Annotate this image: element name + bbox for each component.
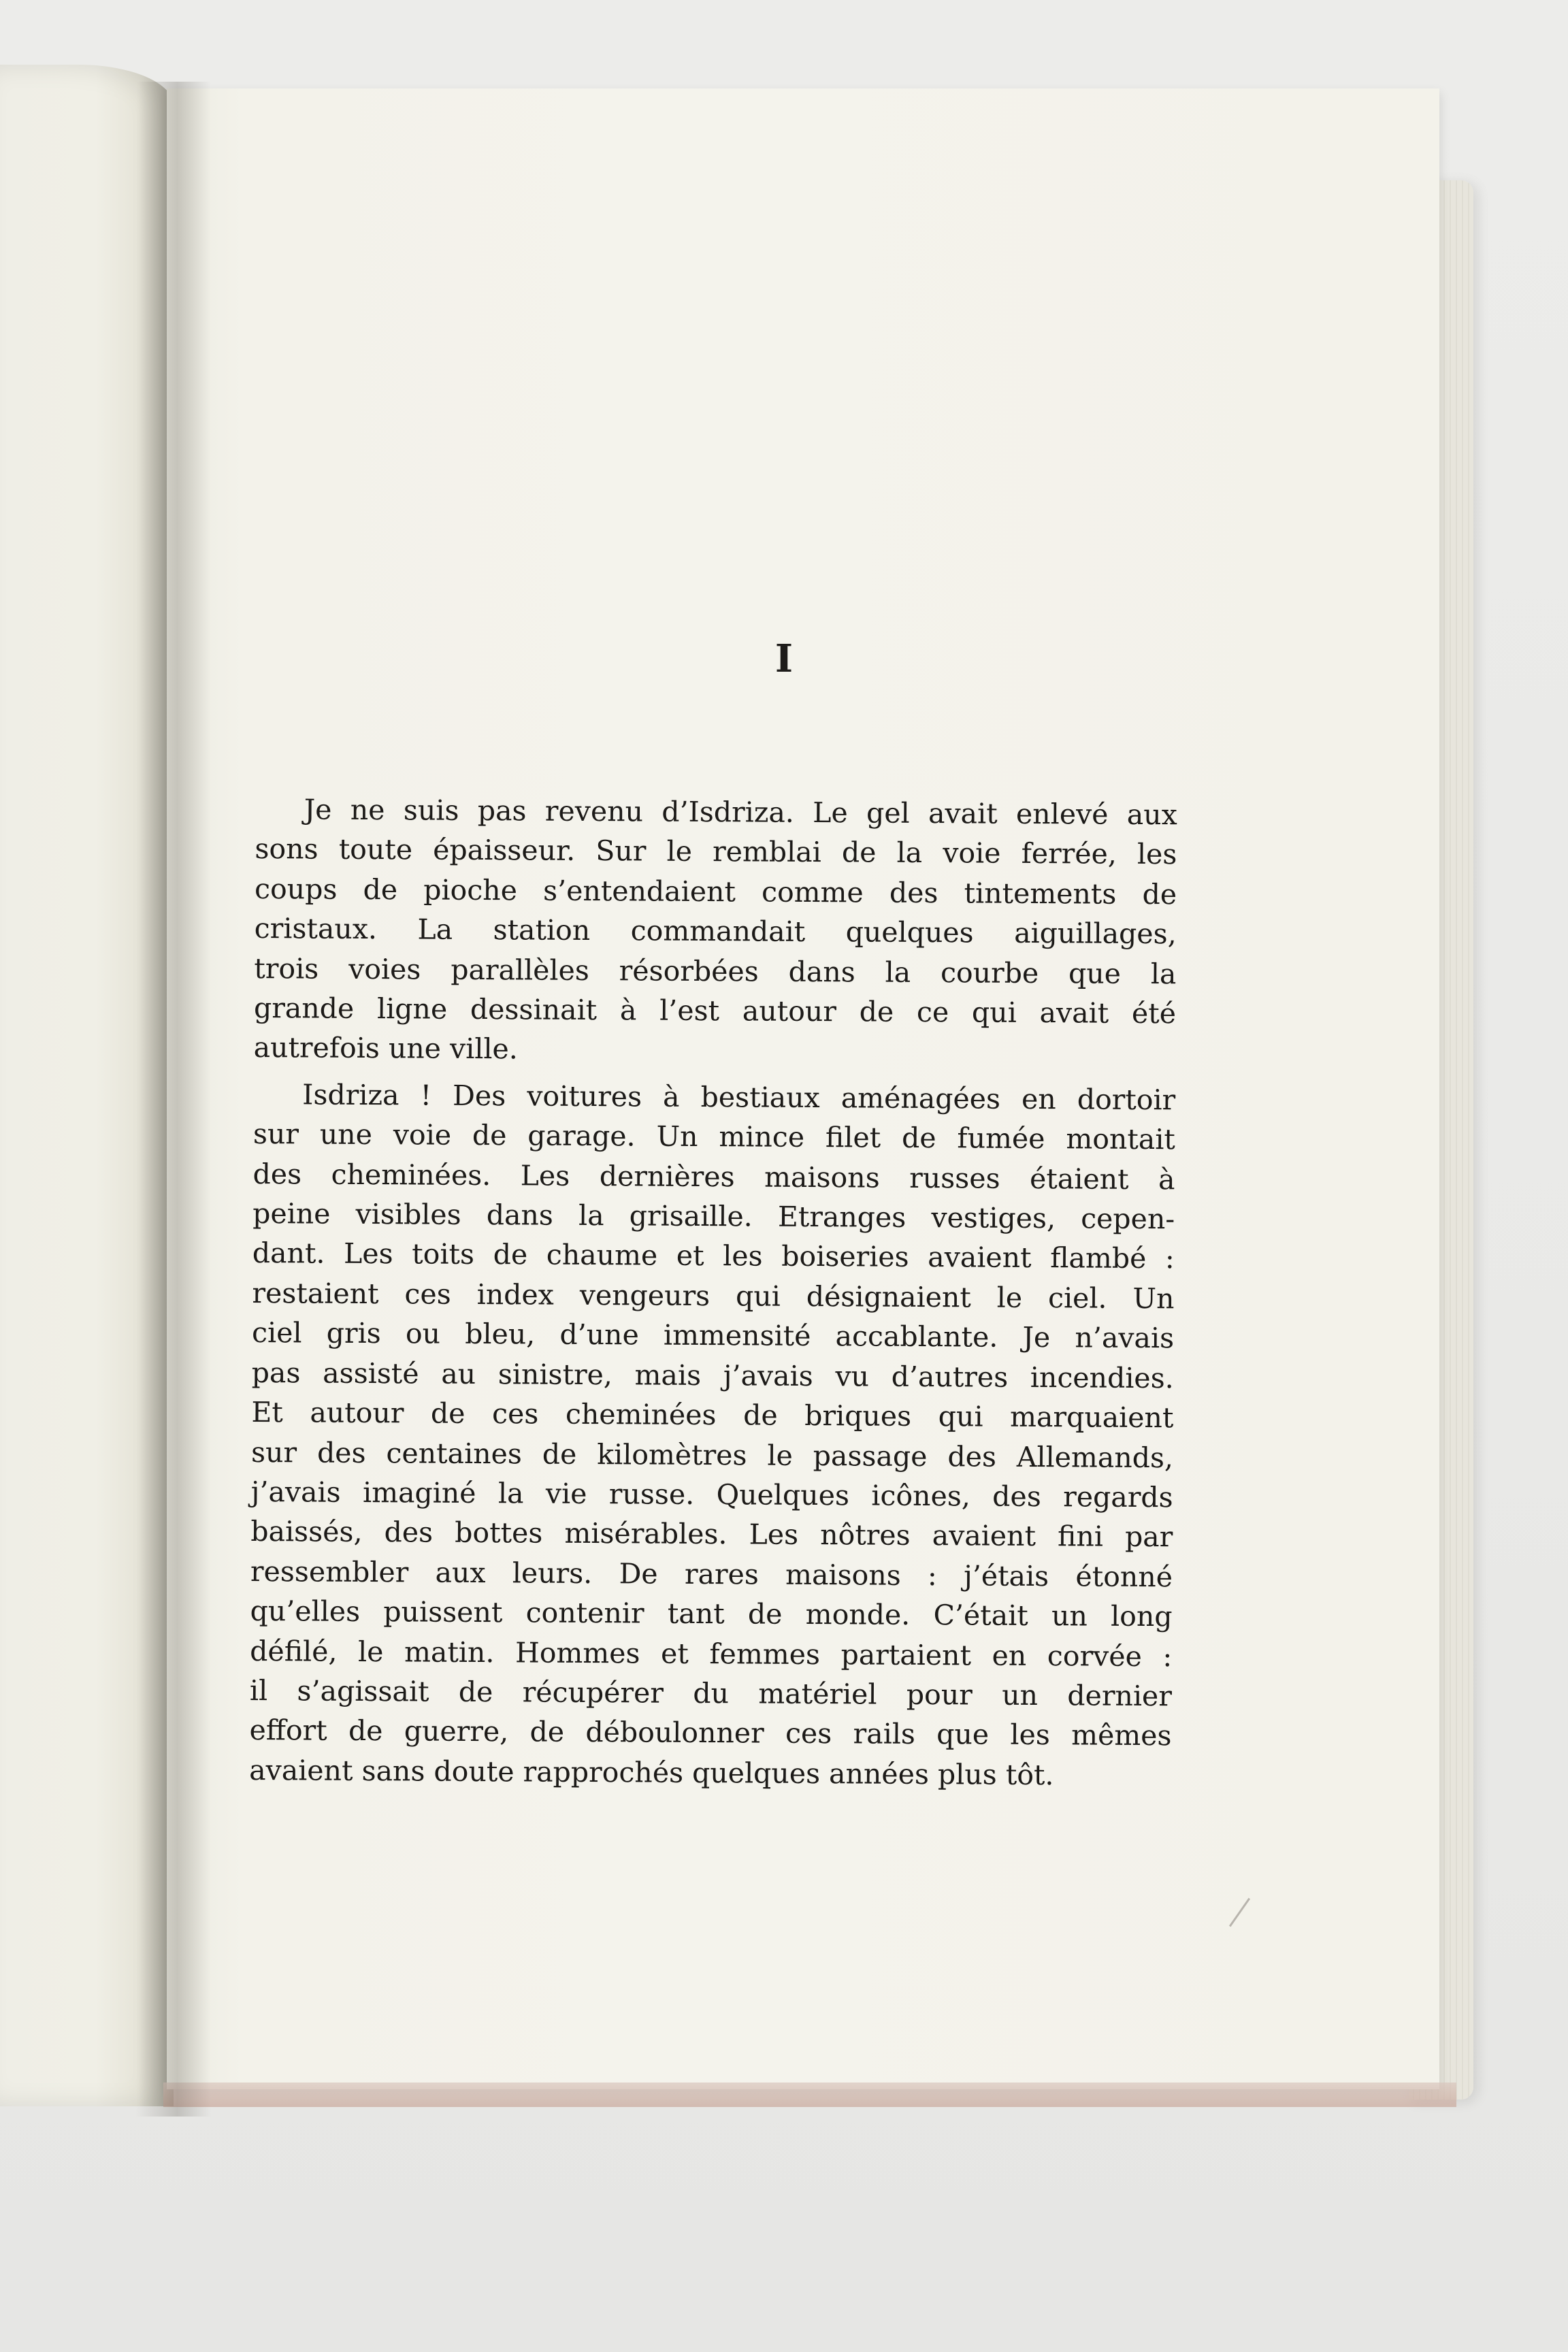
text-line: baissés, des bottes misérables. Les nôtres avaient fini par: [250, 1515, 1173, 1554]
text-line: cristaux. La station commandait quelques aiguillages,: [254, 912, 1177, 951]
chapter-numeral: I: [774, 636, 794, 681]
text-line: défilé, le matin. Hommes et femmes partaient en corvée :: [250, 1634, 1173, 1673]
text-line: peine visibles dans la grisaille. Etranges vestiges, cepen-: [252, 1197, 1175, 1236]
reverse-page-showthrough: [272, 347, 1177, 837]
page-bottom-edge: [163, 2082, 1456, 2107]
text-line: sons toute épaisseur. Sur le remblai de la voie ferrée, les: [255, 832, 1177, 871]
text-line: dant. Les toits de chaume et les boiseries avaient flambé :: [252, 1237, 1175, 1275]
text-line: grande ligne dessinait à l’est autour de ce qui avait été: [253, 992, 1177, 1030]
gutter-shadow: [136, 82, 211, 2117]
text-line: autrefois une ville.: [253, 1031, 518, 1066]
text-line: coups de pioche s’entendaient comme des tintements de: [254, 872, 1177, 911]
paragraph-1: [254, 789, 1177, 1073]
text-line: Isdriza ! Des voitures à bestiaux aménagées en dortoir: [302, 1078, 1176, 1117]
text-line: Je ne suis pas revenu d’Isdriza. Le gel avait enlevé aux: [304, 793, 1177, 832]
text-line: pas assisté au sinistre, mais j’avais vu d’autres incendies.: [251, 1356, 1174, 1394]
text-line: avaient sans doute rapprochés quelques années plus tôt.: [249, 1753, 1054, 1791]
text-line: ciel gris ou bleu, d’une immensité accablante. Je n’avais: [251, 1316, 1175, 1355]
text-line: sur une voie de garage. Un mince filet de fumée montait: [252, 1117, 1176, 1156]
text-line: j’avais imaginé la vie russe. Quelques icônes, des regards: [250, 1475, 1173, 1514]
text-line: il s’agissait de récupérer du matériel pour un dernier: [249, 1673, 1173, 1713]
text-line: ressembler aux leurs. De rares maisons : j’étais étonné: [250, 1554, 1173, 1593]
text-line: effort de guerre, de déboulonner ces rails que les mêmes: [249, 1714, 1172, 1752]
text-line: sur des centaines de kilomètres le passage des Allemands,: [250, 1435, 1174, 1474]
text-line: des cheminées. Les dernières maisons russes étaient à: [252, 1157, 1175, 1196]
paragraph-2: [249, 1075, 1175, 1796]
text-line: trois voies parallèles résorbées dans la courbe que la: [254, 951, 1177, 990]
text-line: restaient ces index vengeurs qui désignaient le ciel. Un: [252, 1276, 1175, 1316]
text-line: qu’elles puissent contenir tant de monde. C’était un long: [250, 1595, 1173, 1633]
text-line: Et autour de ces cheminées de briques qui marquaient: [251, 1396, 1174, 1435]
body-text: [249, 789, 1177, 1795]
